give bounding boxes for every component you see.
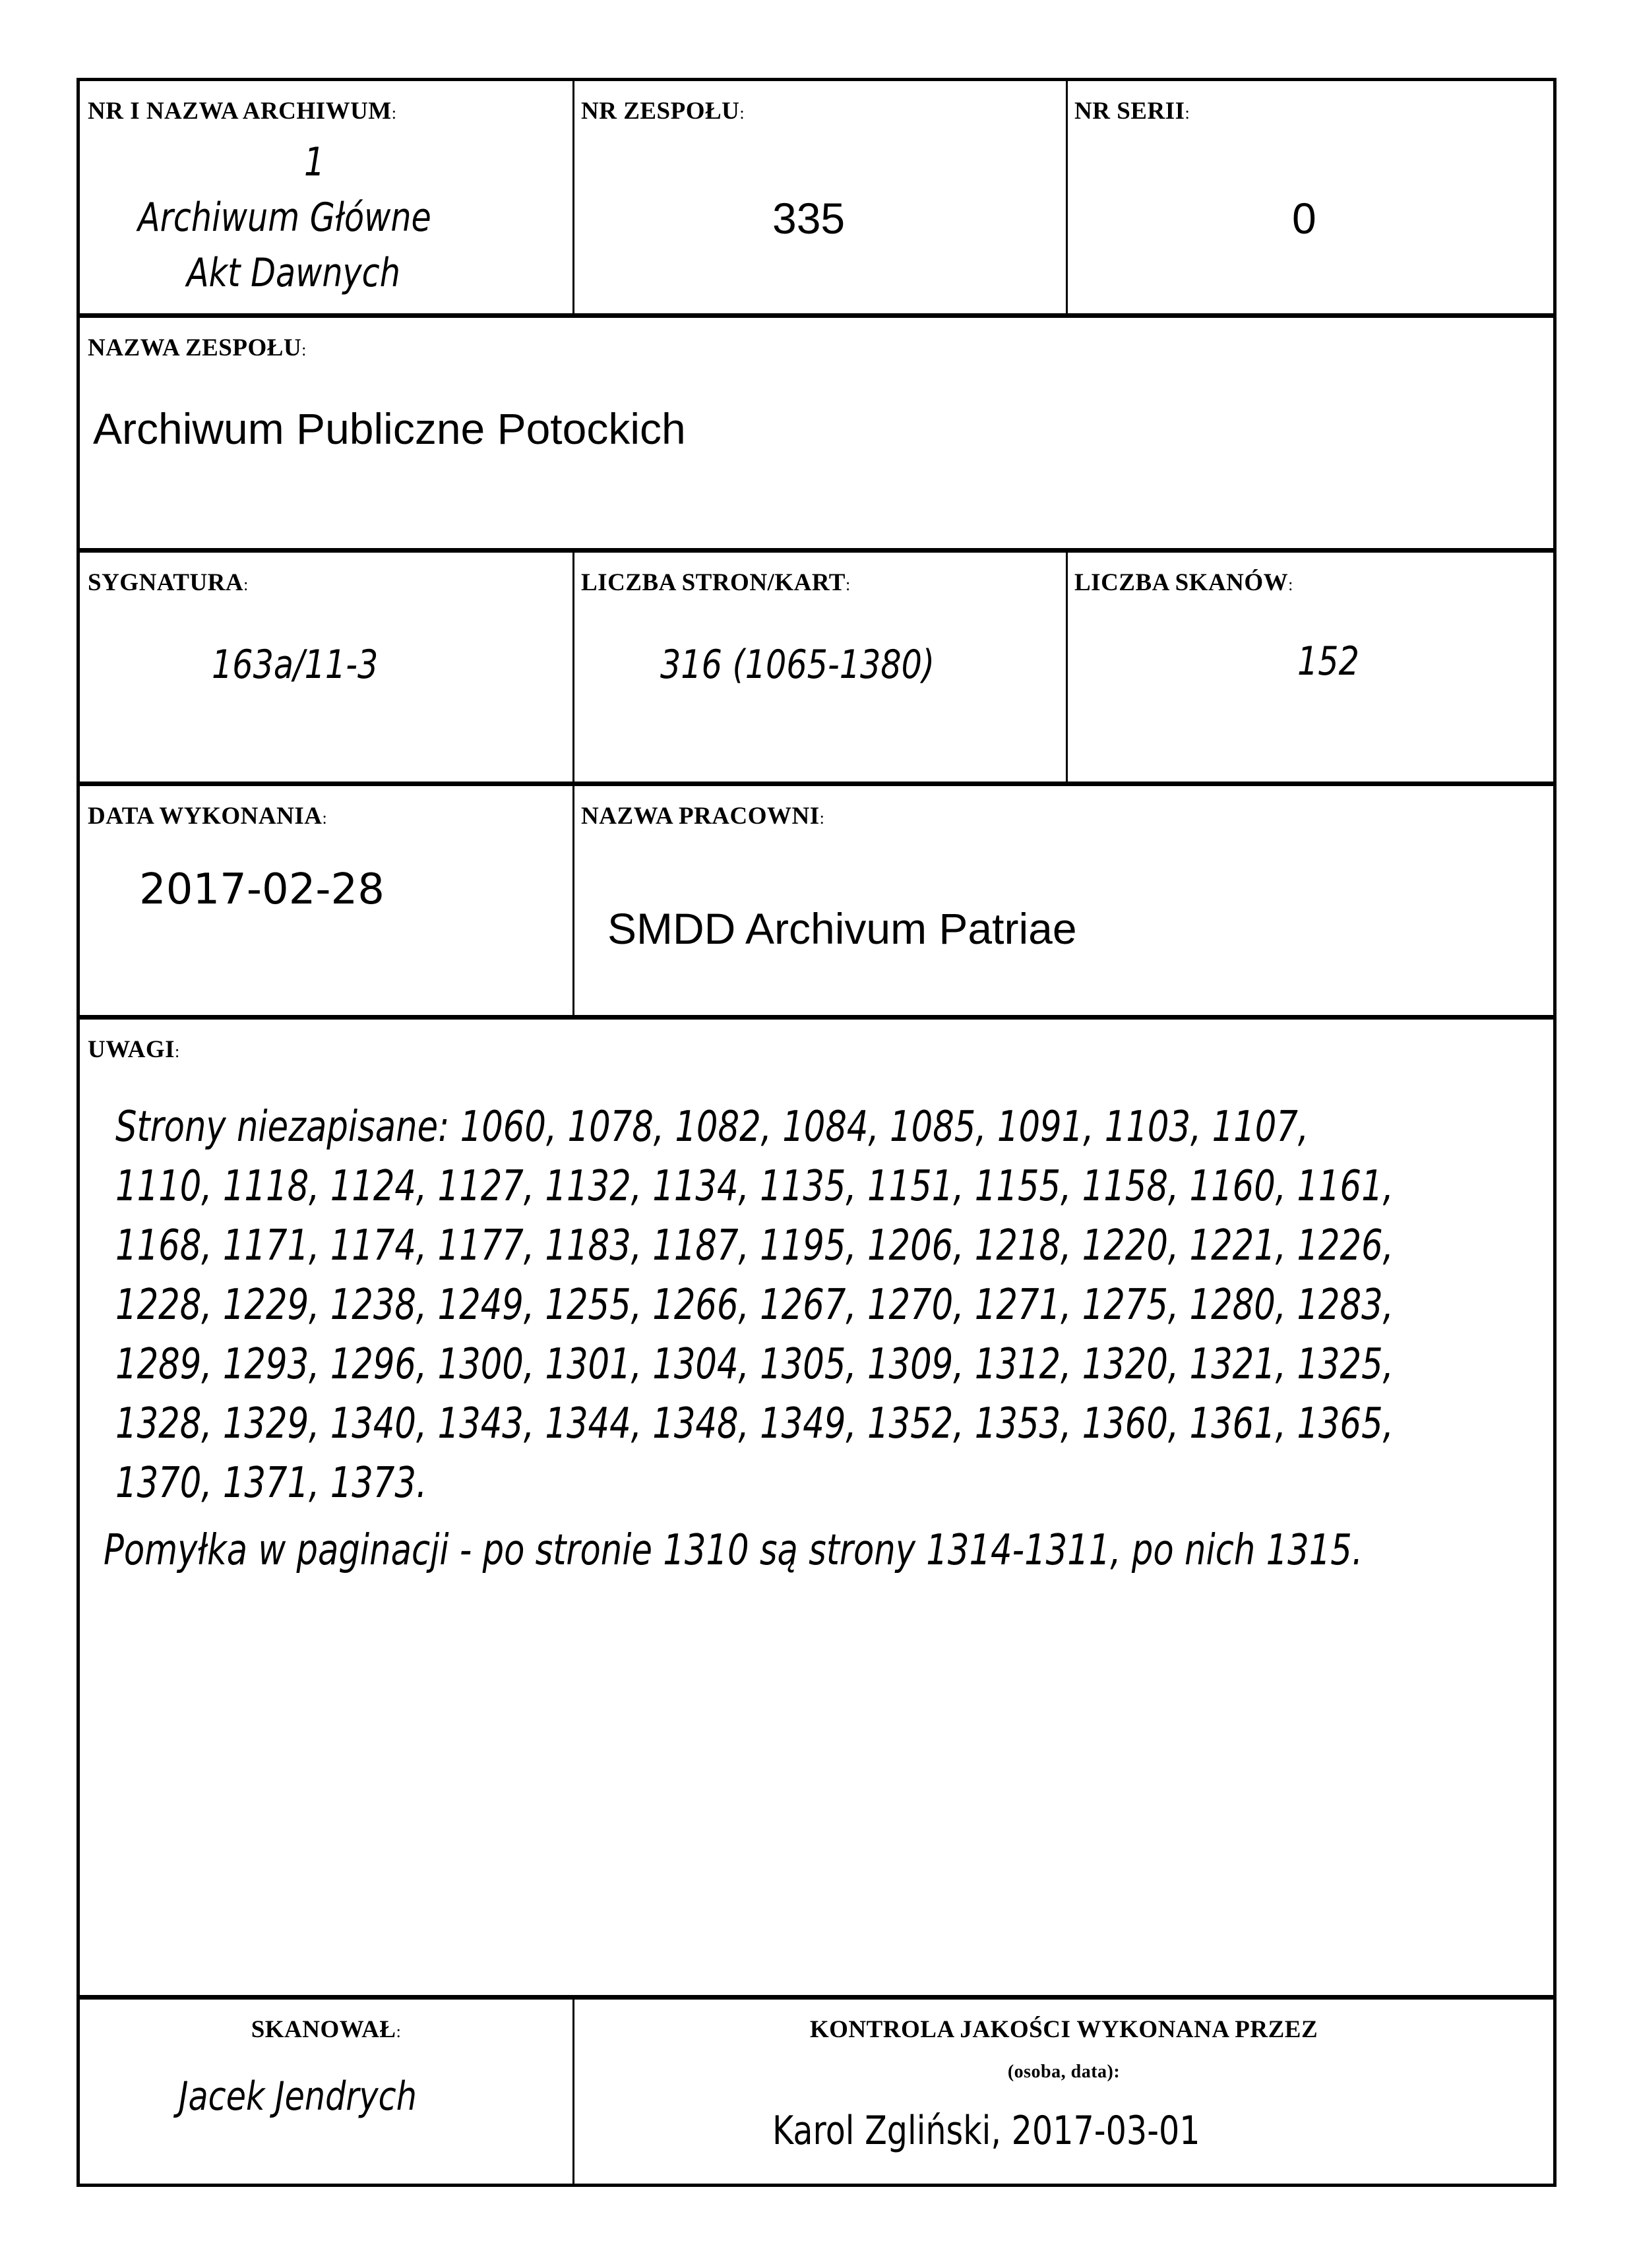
scanned-by-value: Jacek Jendrych — [179, 2073, 417, 2120]
date-label: DATA WYKONANIA: — [88, 803, 328, 830]
cell-page-count — [572, 553, 1066, 782]
series-number-value: 0 — [1292, 194, 1316, 243]
row-fonds-name — [80, 313, 1553, 548]
row-signoff — [80, 1995, 1553, 2184]
fonds-number-value: 335 — [772, 194, 846, 243]
scanned-by-label: SKANOWAŁ: — [251, 2016, 402, 2043]
blank-pages-line: 1370, 1371, 1373. — [115, 1459, 427, 1508]
cell-fonds-number — [572, 81, 1066, 313]
blank-pages-list — [115, 1097, 1487, 1513]
quality-control-sublabel: (osoba, data): — [1007, 2062, 1121, 2082]
cell-signature — [80, 553, 572, 782]
row-archive-info — [80, 81, 1553, 313]
quality-control-value: Karol Zgliński, 2017-03-01 — [772, 2108, 1200, 2154]
date-value: 2017-02-28 — [139, 865, 385, 914]
blank-pages-line: Strony niezapisane: 1060, 1078, 1082, 1084, 1085, 1091, 1103, 1107, — [115, 1103, 1309, 1151]
scan-count-value: 152 — [1297, 638, 1359, 685]
fonds-name-value: Archiwum Publiczne Potockich — [93, 404, 686, 453]
cell-series-number — [1066, 81, 1553, 313]
workshop-value: SMDD Archivum Patriae — [607, 904, 1077, 953]
blank-pages-line: 1168, 1171, 1174, 1177, 1183, 1187, 1195, 1206, 1218, 1220, 1221, 1226, — [115, 1221, 1394, 1270]
blank-pages-line: 1328, 1329, 1340, 1343, 1344, 1348, 1349, 1352, 1353, 1360, 1361, 1365, — [115, 1399, 1394, 1448]
archive-number: 1 — [304, 139, 325, 185]
blank-pages-line: 1110, 1118, 1124, 1127, 1132, 1134, 1135, 1151, 1155, 1158, 1160, 1161, — [115, 1162, 1394, 1211]
fonds-number-label: NR ZESPOŁU: — [581, 98, 745, 125]
cell-workshop — [572, 786, 1553, 1015]
cell-quality-control — [572, 2000, 1553, 2184]
workshop-label: NAZWA PRACOWNI: — [581, 803, 825, 830]
blank-pages-line: 1228, 1229, 1238, 1249, 1255, 1266, 1267, 1270, 1271, 1275, 1280, 1283, — [115, 1281, 1394, 1330]
cell-archive — [80, 81, 572, 313]
archive-label: NR I NAZWA ARCHIWUM: — [88, 98, 397, 125]
quality-control-label: KONTROLA JAKOŚCI WYKONANA PRZEZ — [809, 2016, 1318, 2043]
signature-label: SYGNATURA: — [88, 569, 249, 596]
cell-scan-count — [1066, 553, 1553, 782]
row-date-workshop — [80, 782, 1553, 1015]
pagination-error-note: Pomyłka w paginacji - po stronie 1310 są strony 1314-1311, po nich 1315. — [104, 1526, 1363, 1575]
fonds-name-label: NAZWA ZESPOŁU: — [88, 334, 307, 361]
row-remarks — [80, 1015, 1553, 1995]
row-signature — [80, 548, 1553, 782]
archive-name-line1: Archiwum Główne — [138, 195, 431, 241]
blank-pages-line: 1289, 1293, 1296, 1300, 1301, 1304, 1305, 1309, 1312, 1320, 1321, 1325, — [115, 1340, 1394, 1389]
page-count-value: 316 (1065-1380) — [660, 642, 935, 688]
archive-name-line2: Akt Dawnych — [187, 250, 400, 296]
signature-value: 163a/11-3 — [212, 642, 379, 688]
cell-scanned-by — [80, 2000, 572, 2184]
series-number-label: NR SERII: — [1074, 98, 1190, 125]
page-count-label: LICZBA STRON/KART: — [581, 569, 851, 596]
scan-count-label: LICZBA SKANÓW: — [1074, 569, 1293, 596]
remarks-label: UWAGI: — [88, 1036, 180, 1063]
archive-metadata-form — [77, 78, 1557, 2187]
cell-date — [80, 786, 572, 1015]
